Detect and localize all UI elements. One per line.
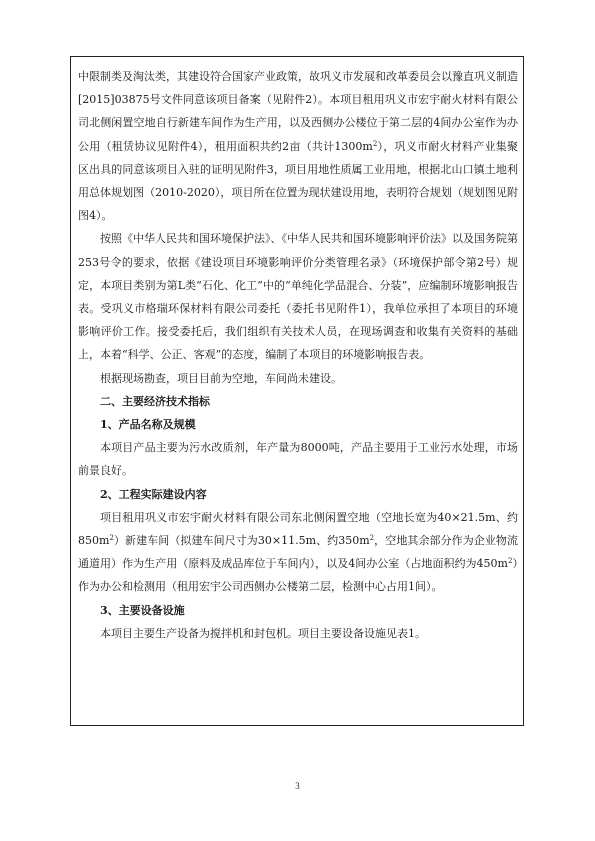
paragraph-equipment: 本项目主要生产设备为搅拌机和封包机。项目主要设备设施见表1。 — [100, 626, 426, 640]
paragraph-project-background — [78, 65, 518, 227]
superscript: 2 — [369, 534, 375, 543]
superscript: 2 — [109, 534, 114, 543]
subsection-heading-equipment: 3、主要设备设施 — [100, 603, 185, 617]
subsection-heading-products: 1、产品名称及规模 — [100, 418, 196, 432]
paragraph-text: ，空地其余部分作为企业物流通道用）作为生产用（原料及成品库位于车间内），以及4间办公室（占地面积约为450m — [78, 534, 519, 571]
paragraph-products: 本项目产品主要为污水改质剂，年产量为8000吨，产品主要用于工业污水处理，市场前景良好。 — [78, 441, 518, 478]
superscript: 2 — [372, 139, 378, 148]
paragraph-text: 项目租用巩义市宏宇耐火材料有限公司东北侧闲置空地（空地长宽为40×21.5m、约850m — [78, 510, 518, 548]
paragraph-construction — [78, 506, 518, 599]
document-body — [78, 65, 518, 645]
paragraph-site-survey: 根据现场勘查，项目目前为空地，车间尚未建设。 — [100, 371, 342, 385]
paragraph-text: 中限制类及淘汰类，其建设符合国家产业政策，故巩义市发展和改革委员会以豫直巩义制造[2015]03875号文件同意该项目备案（见附件2）。本项目租用巩义市宏宇耐火材料有限公司北侧闲置空地自行新建车间作为生产用，以及西侧办公楼位于第二层的4间办公室作为办公用（租赁协议见附件4），租用面积共约2亩（共计1300m — [78, 70, 518, 153]
paragraph-regulation: 按照《中华人民共和国环境保护法》、《中华人民共和国环境影响评价法》以及国务院第253号令的要求，依据《建设项目环境影响评价分类管理名录》（环境保护部令第2号）规定，本项目类别为第L类“石化、化工”中的“单纯化学品混合、分装”，应编制环境影响报告表。受巩义市格瑞环保材料有限公司委托（委托书见附件1），我单位承担了本项目的环境影响评价工作。接受委托后，我们组织有关技术人员，在现场调查和收集有关资料的基础上，本着“科学、公正、客观”的态度，编制了本项目的环境影响报告表。 — [78, 232, 518, 362]
subsection-heading-construction: 2、工程实际建设内容 — [100, 487, 207, 501]
paragraph-text: ）作为办公和检测用（租用宏宇公司西侧办公楼第二层，检测中心占用1间）。 — [78, 557, 518, 594]
page-number: 3 — [295, 781, 300, 791]
superscript: 2 — [508, 557, 513, 566]
paragraph-text: ），巩义市耐火材料产业集聚区出具的同意该项目入驻的证明见附件3，项目用地性质属工业用地，根据北山口镇土地利用总体规划图（2010-2020），项目所在位置为现状建设用地，表明符合规划（规划图见附图4）。 — [78, 139, 519, 223]
section-heading: 二、主要经济技术指标 — [100, 394, 210, 408]
paragraph-text: ）新建车间（拟建车间尺寸为30×11.5m、约350m — [113, 534, 370, 548]
